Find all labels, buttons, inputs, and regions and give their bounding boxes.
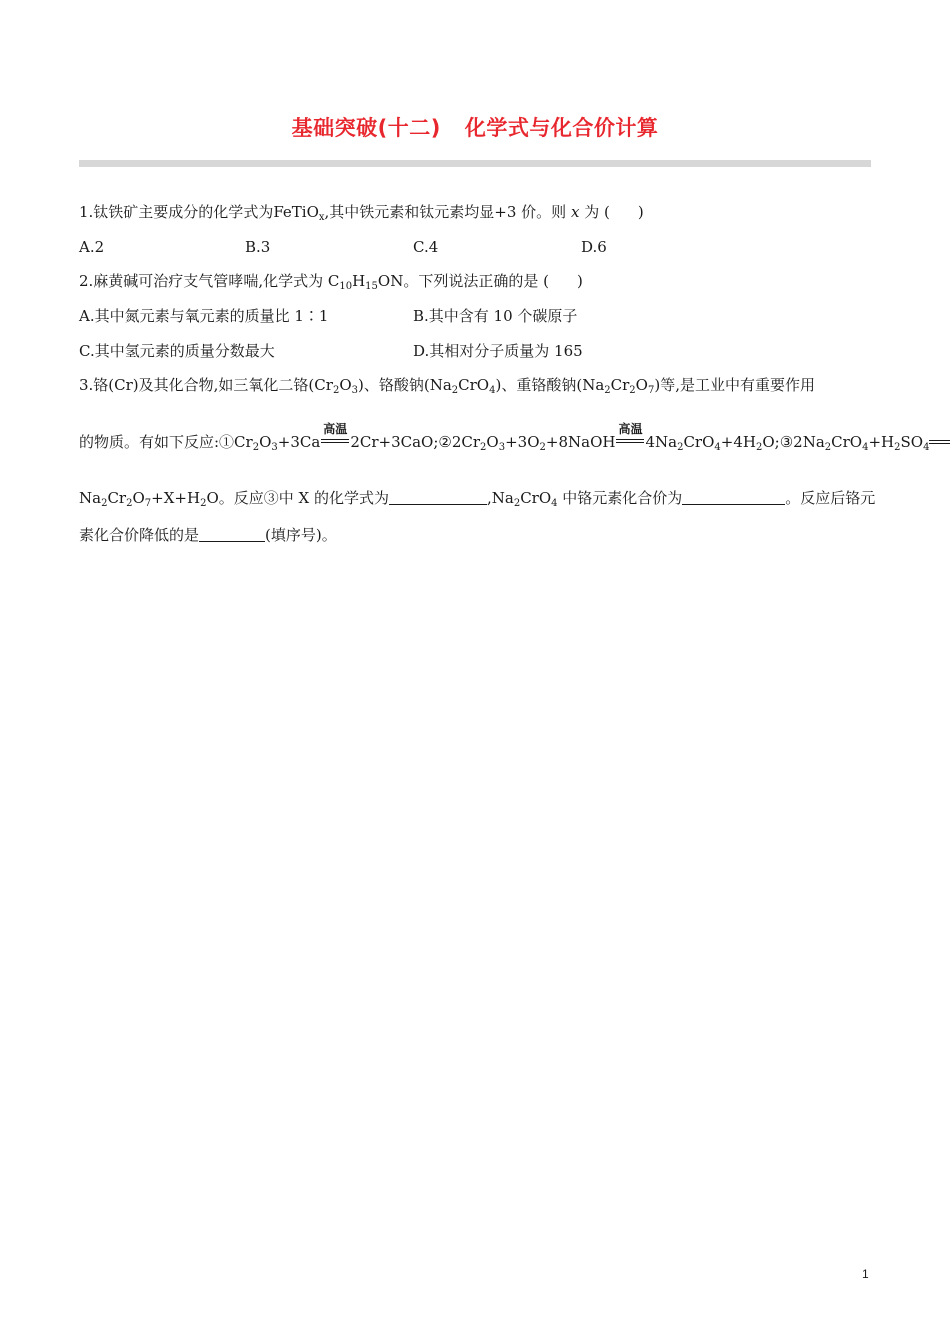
- page-title: 基础突破(十二) 化学式与化合价计算: [291, 116, 659, 140]
- q1-option-b[interactable]: B.3: [245, 238, 271, 256]
- question-2: 2.麻黄碱可治疗支气管哮喘,化学式为 $C_{10}H_{15}ON$。下列说法正确的是 ( ): [79, 272, 583, 292]
- question-3-line-1: 3.铬(Cr)及其化合物,如三氧化二铬$(Cr_2O_3)$、铬酸钠$(Na_2CrO_4)$、重铬酸钠$(Na_2Cr_2O_7)$等,是工业中有重要作用: [79, 376, 815, 396]
- question-3-line-2: 的物质。有如下反应$:①Cr_2O_3+3Ca$ 高温 $2Cr+3CaO;②2Cr_2O_3+3O_2+8NaOH$ 高温 $4Na_2CrO_4+4H_2O;③2Na_2CrO_4+H_2SO_4$: [79, 432, 950, 452]
- title-divider: [79, 160, 871, 167]
- q1-option-d[interactable]: D.6: [581, 238, 607, 256]
- question-1: 1.钛铁矿主要成分的化学式为FeTiO$_x$,其中铁元素和钛元素均显+3 价。则 x 为 ( ): [79, 203, 644, 223]
- q2-option-c[interactable]: C.其中氢元素的质量分数最大: [79, 342, 275, 360]
- question-3-line-3: $Na_2Cr_2O_7+X+H_2O$。反应③中 X 的化学式为 $,Na_2CrO_4$ 中铬元素化合价为 。反应后铬元: [79, 489, 876, 509]
- answer-blank-x-formula[interactable]: [389, 490, 487, 505]
- equals-sign: [929, 432, 950, 452]
- answer-blank-reaction-number[interactable]: [199, 527, 265, 542]
- q2-option-a[interactable]: A.其中氮元素与氧元素的质量比 1∶1: [79, 307, 329, 325]
- answer-blank-valence[interactable]: [682, 490, 785, 505]
- q1-option-a[interactable]: A.2: [79, 238, 105, 256]
- question-3-line-4: 素化合价降低的是 (填序号)。: [79, 526, 337, 544]
- reaction-condition-arrow: 高温: [615, 432, 645, 452]
- reaction-condition-arrow: 高温: [320, 432, 350, 452]
- q2-option-b[interactable]: B.其中含有 10 个碳原子: [413, 307, 578, 325]
- q1-option-c[interactable]: C.4: [413, 238, 439, 256]
- q2-option-d[interactable]: D.其相对分子质量为 165: [413, 342, 583, 360]
- page-number: 1: [862, 1267, 869, 1281]
